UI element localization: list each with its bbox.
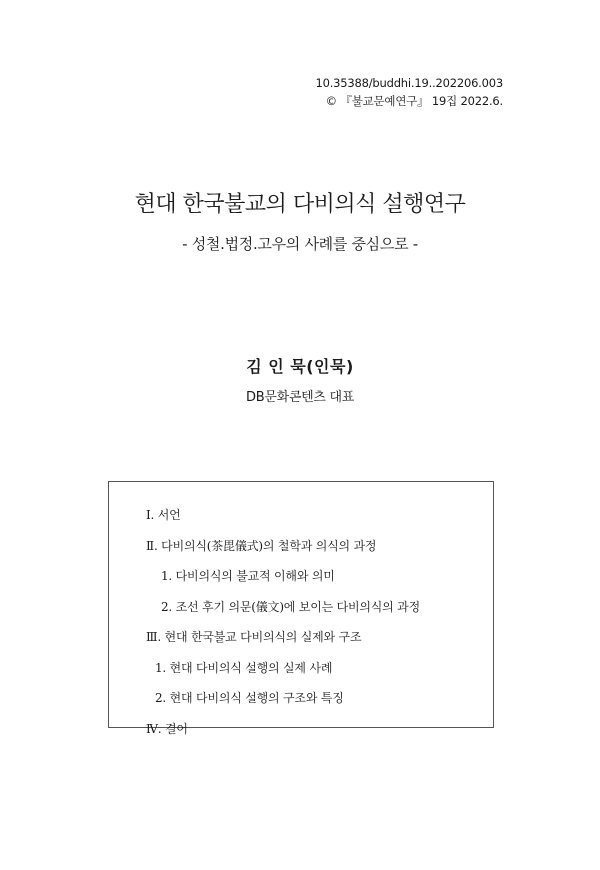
toc-section-4: Ⅳ. 결어 [146,721,188,736]
toc-section-2: Ⅱ. 다비의식(茶毘儀式)의 철학과 의식의 과정 [146,538,377,553]
citation-text: © 『불교문예연구』 19집 2022.6. [325,94,503,108]
table-of-contents [108,481,494,736]
article-meta [315,74,503,110]
toc-subsection-3-2: 2. 현대 다비의식 설행의 구조와 특징 [155,691,344,705]
toc-list [109,506,493,750]
doi-text: 10.35388/buddhi.19..202206.003 [315,76,503,90]
toc-subsection-2-1: 1. 다비의식의 불교적 이해와 의미 [161,569,335,583]
paper-subtitle: - 성철.법정.고우의 사례를 중심으로 - [182,235,418,253]
toc-section-1: Ⅰ. 서언 [146,508,181,522]
author-name: 김 인 묵(인묵) [246,357,354,376]
author-affiliation: DB문화콘텐츠 대표 [246,390,354,405]
toc-subsection-2-2: 2. 조선 후기 의문(儀文)에 보이는 다비의식의 과정 [161,599,420,614]
paper-title: 현대 한국불교의 다비의식 설행연구 [134,192,466,217]
toc-section-3: Ⅲ. 현대 한국불교 다비의식의 실제와 구조 [146,630,362,644]
toc-subsection-3-1: 1. 현대 다비의식 설행의 실제 사례 [155,660,333,675]
